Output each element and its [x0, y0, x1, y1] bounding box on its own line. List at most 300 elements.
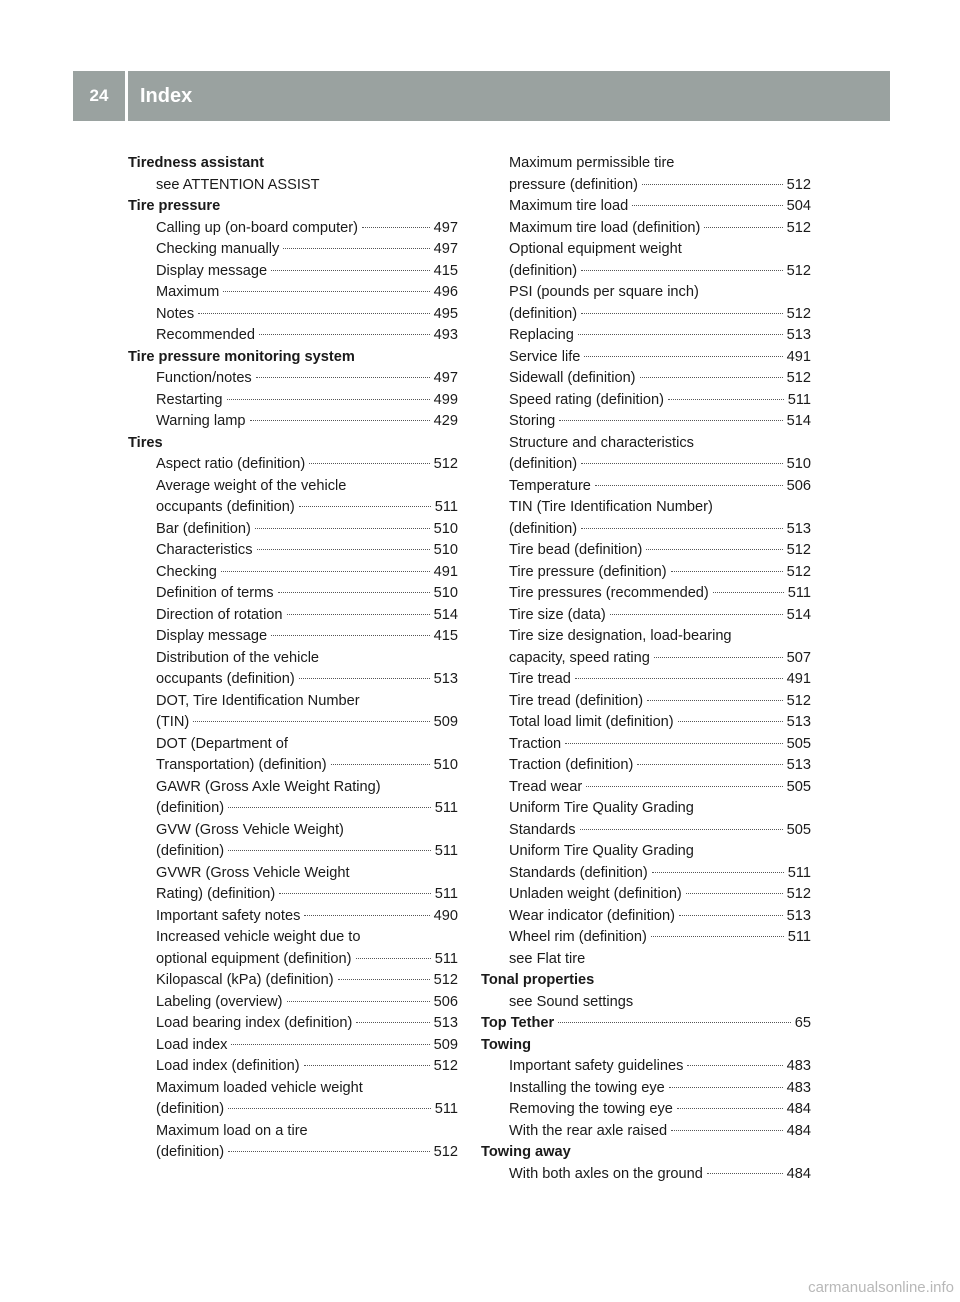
index-entry — [481, 884, 811, 906]
index-heading-entry — [481, 1013, 811, 1035]
dot-leader — [223, 291, 429, 292]
entry-page-number: 505 — [786, 778, 811, 795]
entry-page-number: 510 — [786, 456, 811, 472]
entry-page-number: 496 — [433, 284, 458, 300]
index-entry — [128, 304, 458, 326]
index-subentry-text: see Sound settings — [509, 993, 634, 1010]
dot-leader — [228, 1151, 430, 1152]
entry-label: Checking — [156, 563, 217, 580]
entry-page-number: 513 — [786, 520, 811, 537]
entry-page-number: 514 — [786, 606, 811, 623]
index-heading: Tire pressure — [128, 198, 221, 214]
entry-label: Transportation) (definition) — [156, 757, 327, 773]
index-subentry-text: Structure and characteristics — [509, 434, 694, 451]
entry-label: (definition) — [156, 1144, 225, 1160]
index-subentry-text: DOT (Department of — [156, 735, 288, 752]
dot-leader — [228, 850, 431, 851]
index-subentry-text: TIN (Tire Identification Number) — [509, 499, 713, 515]
entry-page-number: 510 — [433, 585, 458, 601]
dot-leader — [581, 528, 783, 529]
index-entry — [481, 261, 811, 283]
entry-label: Tire bead (definition) — [509, 542, 643, 558]
index-column-left — [128, 153, 458, 1164]
entry-label: occupants (definition) — [156, 671, 295, 687]
entry-label: Characteristics — [156, 542, 253, 558]
index-subentry-text: Tire size designation, load-bearing — [509, 628, 732, 644]
entry-page-number: 512 — [786, 262, 811, 279]
entry-page-number: 495 — [433, 305, 458, 322]
dot-leader — [256, 377, 430, 378]
entry-page-number: 506 — [786, 477, 811, 494]
entry-page-number: 512 — [786, 219, 811, 236]
dot-leader — [283, 248, 429, 249]
dot-leader — [228, 1108, 431, 1109]
entry-label: (definition) — [509, 262, 578, 279]
entry-page-number: 491 — [786, 671, 811, 687]
index-entry — [128, 519, 458, 541]
index-entry — [128, 411, 458, 433]
dot-leader — [637, 764, 782, 765]
entry-page-number: 512 — [433, 1058, 458, 1074]
dot-leader — [257, 549, 430, 550]
index-subentry-text: Optional equipment weight — [509, 241, 682, 257]
dot-leader — [646, 549, 782, 550]
index-entry — [128, 712, 458, 734]
entry-label: Rating) (definition) — [156, 886, 276, 902]
entry-page-number: 512 — [786, 886, 811, 902]
entry-label: Service life — [509, 348, 581, 365]
index-entry — [128, 325, 458, 347]
entry-page-number: 483 — [786, 1079, 811, 1096]
entry-page-number: 512 — [786, 563, 811, 580]
entry-label: Tire pressure (definition) — [509, 563, 667, 580]
index-entry — [128, 1099, 458, 1121]
index-entry — [128, 282, 458, 304]
entry-label: Recommended — [156, 327, 255, 343]
dot-leader — [581, 463, 783, 464]
entry-page-number: 415 — [433, 262, 458, 279]
entry-page-number: 512 — [786, 542, 811, 558]
entry-page-number: 511 — [787, 929, 811, 945]
index-entry — [128, 261, 458, 283]
index-subentry-text: GVW (Gross Vehicle Weight) — [156, 821, 344, 838]
dot-leader — [228, 807, 431, 808]
dot-leader — [193, 721, 429, 722]
entry-page-number: 511 — [434, 886, 458, 902]
index-entry — [481, 562, 811, 584]
index-heading: Towing — [481, 1036, 531, 1053]
index-subentry-text: Uniform Tire Quality Grading — [509, 800, 694, 816]
index-entry — [128, 949, 458, 971]
header-divider — [125, 71, 128, 121]
index-subentry-text: see Flat tire — [509, 950, 586, 967]
entry-label: Storing — [509, 413, 556, 429]
dot-leader — [668, 399, 784, 400]
entry-page-number: 484 — [786, 1101, 811, 1117]
index-entry — [128, 497, 458, 519]
entry-page-number: 509 — [433, 1036, 458, 1053]
entry-label: Load index (definition) — [156, 1058, 300, 1074]
dot-leader — [578, 334, 783, 335]
entry-page-number: 512 — [433, 1144, 458, 1160]
entry-page-number: 511 — [434, 499, 458, 515]
index-entry — [481, 196, 811, 218]
index-subentry-text: PSI (pounds per square inch) — [509, 284, 699, 300]
entry-label: (definition) — [156, 1101, 225, 1117]
entry-label: Display message — [156, 262, 268, 279]
dot-leader — [559, 420, 782, 421]
page-number: 24 — [89, 86, 109, 105]
index-entry — [481, 368, 811, 390]
index-entry — [128, 583, 458, 605]
entry-page-number: 512 — [786, 305, 811, 322]
entry-page-number: 497 — [433, 241, 458, 257]
index-entry — [481, 605, 811, 627]
dot-leader — [278, 592, 430, 593]
dot-leader — [686, 893, 783, 894]
entry-label: Removing the towing eye — [509, 1101, 673, 1117]
entry-label: Direction of rotation — [156, 606, 283, 623]
dot-leader — [227, 399, 430, 400]
entry-page-number: 506 — [433, 993, 458, 1010]
entry-page-number: 484 — [786, 1165, 811, 1182]
dot-leader — [198, 313, 430, 314]
dot-leader — [338, 979, 430, 980]
entry-label: Tire size (data) — [509, 606, 606, 623]
entry-label: Checking manually — [156, 241, 280, 257]
index-entry — [128, 626, 458, 648]
dot-leader — [610, 614, 783, 615]
dot-leader — [652, 872, 784, 873]
index-entry — [481, 906, 811, 928]
index-entry — [481, 390, 811, 412]
entry-label: (definition) — [156, 800, 225, 816]
index-entry — [481, 712, 811, 734]
index-entry — [481, 325, 811, 347]
entry-page-number: 511 — [787, 864, 811, 881]
index-entry — [481, 583, 811, 605]
entry-page-number: 511 — [787, 391, 811, 408]
entry-label: Maximum — [156, 284, 220, 300]
entry-page-number: 512 — [433, 456, 458, 472]
entry-label: Calling up (on-board computer) — [156, 219, 358, 236]
index-heading: Tires — [128, 434, 163, 451]
entry-label: Warning lamp — [156, 413, 246, 429]
dot-leader — [231, 1044, 429, 1045]
entry-label: Labeling (overview) — [156, 993, 283, 1010]
index-entry — [481, 1078, 811, 1100]
entry-label: Tire tread (definition) — [509, 692, 644, 709]
index-heading: Tiredness assistant — [128, 155, 265, 171]
index-entry — [128, 1142, 458, 1164]
dot-leader — [287, 614, 430, 615]
index-entry — [128, 540, 458, 562]
entry-page-number: 513 — [433, 671, 458, 687]
index-subentry-text: GAWR (Gross Axle Weight Rating) — [156, 778, 381, 795]
entry-label: Aspect ratio (definition) — [156, 456, 306, 472]
entry-label: Standards (definition) — [509, 864, 648, 881]
index-entry — [481, 734, 811, 756]
index-entry — [481, 454, 811, 476]
entry-page-number: 483 — [786, 1058, 811, 1074]
index-entry — [481, 1099, 811, 1121]
index-entry — [128, 368, 458, 390]
entry-label: (definition) — [509, 520, 578, 537]
index-entry — [128, 669, 458, 691]
entry-label: Unladen weight (definition) — [509, 886, 682, 902]
index-entry — [481, 540, 811, 562]
index-entry — [481, 648, 811, 670]
entry-label: (definition) — [156, 843, 225, 859]
entry-page-number: 511 — [787, 585, 811, 601]
entry-page-number: 491 — [433, 563, 458, 580]
entry-label: Speed rating (definition) — [509, 391, 664, 408]
entry-label: Standards — [509, 821, 576, 838]
entry-label: capacity, speed rating — [509, 649, 650, 666]
entry-page-number: 505 — [786, 735, 811, 752]
dot-leader — [356, 958, 431, 959]
dot-leader — [299, 678, 430, 679]
entry-page-number: 512 — [433, 972, 458, 988]
index-subentry-text: Increased vehicle weight due to — [156, 929, 361, 945]
entry-label: (definition) — [509, 456, 578, 472]
entry-label: optional equipment (definition) — [156, 950, 352, 967]
index-entry — [481, 863, 811, 885]
index-subentry-text: Distribution of the vehicle — [156, 649, 320, 666]
index-entry — [481, 927, 811, 949]
index-heading: Towing away — [481, 1144, 571, 1160]
index-entry — [481, 218, 811, 240]
entry-page-number: 511 — [434, 800, 458, 816]
index-subentry-text: DOT, Tire Identification Number — [156, 692, 360, 709]
entry-page-number: 509 — [433, 714, 458, 730]
entry-label: Important safety guidelines — [509, 1058, 684, 1074]
entry-label: Maximum tire load (definition) — [509, 219, 701, 236]
entry-page-number: 512 — [786, 370, 811, 386]
index-entry — [128, 239, 458, 261]
entry-page-number: 510 — [433, 520, 458, 537]
dot-leader — [632, 205, 782, 206]
dot-leader — [362, 227, 430, 228]
index-column-right — [481, 153, 811, 1185]
index-entry — [481, 476, 811, 498]
dot-leader — [647, 700, 783, 701]
entry-page-number: 497 — [433, 370, 458, 386]
index-entry — [128, 992, 458, 1014]
entry-label: Temperature — [509, 477, 591, 494]
dot-leader — [640, 377, 783, 378]
entry-page-number: 415 — [433, 628, 458, 644]
entry-label: Restarting — [156, 391, 223, 408]
entry-page-number: 513 — [786, 327, 811, 343]
entry-page-number: 513 — [786, 757, 811, 773]
index-entry — [481, 1056, 811, 1078]
index-subentry-text: Maximum loaded vehicle weight — [156, 1079, 363, 1096]
dot-leader — [304, 915, 429, 916]
index-subentry-text: Maximum load on a tire — [156, 1122, 308, 1139]
index-entry — [481, 1164, 811, 1186]
entry-page-number: 497 — [433, 219, 458, 236]
index-heading: Tire pressure monitoring system — [128, 348, 355, 365]
index-entry — [481, 777, 811, 799]
entry-page-number: 493 — [433, 327, 458, 343]
index-entry — [481, 304, 811, 326]
entry-label: Top Tether — [481, 1015, 555, 1031]
index-entry — [128, 390, 458, 412]
entry-page-number: 505 — [786, 821, 811, 838]
index-subentry-text: Average weight of the vehicle — [156, 477, 347, 494]
dot-leader — [565, 743, 782, 744]
index-entry — [481, 175, 811, 197]
entry-page-number: 65 — [794, 1015, 811, 1031]
entry-label: Wear indicator (definition) — [509, 907, 676, 924]
index-subentry-text: Maximum permissible tire — [509, 155, 675, 171]
index-entry — [128, 841, 458, 863]
dot-leader — [707, 1173, 783, 1174]
entry-label: Traction — [509, 735, 562, 752]
index-entry — [128, 884, 458, 906]
entry-label: Bar (definition) — [156, 520, 251, 537]
dot-leader — [221, 571, 430, 572]
index-entry — [481, 519, 811, 541]
entry-label: Display message — [156, 628, 268, 644]
entry-label: Wheel rim (definition) — [509, 929, 647, 945]
entry-label: Load index — [156, 1036, 228, 1053]
dot-leader — [678, 721, 783, 722]
dot-leader — [558, 1022, 791, 1023]
page-header — [73, 71, 890, 121]
index-entry — [128, 218, 458, 240]
entry-label: Sidewall (definition) — [509, 370, 636, 386]
entry-label: Tire pressures (recommended) — [509, 585, 709, 601]
dot-leader — [259, 334, 430, 335]
index-entry — [128, 906, 458, 928]
dot-leader — [299, 506, 431, 507]
entry-page-number: 511 — [434, 1101, 458, 1117]
entry-page-number: 429 — [433, 413, 458, 429]
dot-leader — [654, 657, 783, 658]
dot-leader — [586, 786, 782, 787]
dot-leader — [356, 1022, 429, 1023]
index-entry — [481, 691, 811, 713]
dot-leader — [580, 829, 783, 830]
page-title: Index — [140, 84, 193, 107]
dot-leader — [642, 184, 783, 185]
watermark: carmanualsonline.info — [808, 1279, 954, 1296]
dot-leader — [704, 227, 782, 228]
entry-page-number: 507 — [786, 649, 811, 666]
dot-leader — [687, 1065, 782, 1066]
entry-page-number: 513 — [786, 714, 811, 730]
entry-label: Load bearing index (definition) — [156, 1015, 353, 1031]
entry-label: Tire tread — [509, 671, 571, 687]
dot-leader — [581, 313, 783, 314]
entry-label: Function/notes — [156, 370, 252, 386]
index-subentry-text: see ATTENTION ASSIST — [156, 176, 320, 193]
entry-label: occupants (definition) — [156, 499, 295, 515]
entry-page-number: 484 — [786, 1122, 811, 1139]
entry-page-number: 513 — [786, 907, 811, 924]
entry-label: Kilopascal (kPa) (definition) — [156, 972, 334, 988]
index-entry — [481, 820, 811, 842]
entry-label: Maximum tire load — [509, 198, 629, 214]
index-entry — [128, 605, 458, 627]
dot-leader — [250, 420, 430, 421]
dot-leader — [575, 678, 783, 679]
dot-leader — [713, 592, 784, 593]
index-entry — [481, 669, 811, 691]
entry-page-number: 512 — [786, 176, 811, 193]
entry-label: Installing the towing eye — [509, 1079, 665, 1096]
dot-leader — [287, 1001, 430, 1002]
entry-page-number: 511 — [434, 950, 458, 967]
index-entry — [128, 454, 458, 476]
index-entry — [128, 970, 458, 992]
entry-page-number: 512 — [786, 692, 811, 709]
dot-leader — [595, 485, 783, 486]
index-entry — [481, 347, 811, 369]
entry-label: Important safety notes — [156, 907, 301, 924]
dot-leader — [304, 1065, 430, 1066]
dot-leader — [671, 1130, 782, 1131]
dot-leader — [255, 528, 430, 529]
dot-leader — [331, 764, 430, 765]
index-entry — [481, 411, 811, 433]
index-subentry-text: Uniform Tire Quality Grading — [509, 843, 694, 859]
entry-label: Total load limit (definition) — [509, 714, 674, 730]
dot-leader — [309, 463, 429, 464]
entry-page-number: 513 — [433, 1015, 458, 1031]
entry-page-number: 514 — [786, 413, 811, 429]
entry-label: With the rear axle raised — [509, 1122, 668, 1139]
entry-label: (definition) — [509, 305, 578, 322]
index-heading: Tonal properties — [481, 972, 595, 988]
entry-label: Definition of terms — [156, 585, 274, 601]
entry-page-number: 510 — [433, 542, 458, 558]
dot-leader — [581, 270, 783, 271]
entry-page-number: 504 — [786, 198, 811, 214]
index-subentry-text: GVWR (Gross Vehicle Weight — [156, 864, 350, 881]
entry-label: Tread wear — [509, 778, 583, 795]
entry-page-number: 499 — [433, 391, 458, 408]
entry-page-number: 511 — [434, 843, 458, 859]
index-entry — [128, 798, 458, 820]
index-entry — [128, 562, 458, 584]
index-entry — [128, 1056, 458, 1078]
dot-leader — [279, 893, 430, 894]
entry-page-number: 514 — [433, 606, 458, 623]
dot-leader — [669, 1087, 783, 1088]
index-entry — [128, 1013, 458, 1035]
dot-leader — [271, 270, 430, 271]
entry-page-number: 490 — [433, 907, 458, 924]
index-entry — [128, 1035, 458, 1057]
dot-leader — [679, 915, 783, 916]
entry-page-number: 510 — [433, 757, 458, 773]
entry-label: Replacing — [509, 327, 574, 343]
entry-label: Traction (definition) — [509, 757, 634, 773]
dot-leader — [584, 356, 782, 357]
dot-leader — [651, 936, 784, 937]
dot-leader — [671, 571, 783, 572]
dot-leader — [677, 1108, 783, 1109]
dot-leader — [271, 635, 430, 636]
entry-page-number: 491 — [786, 348, 811, 365]
entry-label: Notes — [156, 305, 195, 322]
entry-label: pressure (definition) — [509, 176, 638, 193]
entry-label: With both axles on the ground — [509, 1165, 703, 1182]
index-entry — [481, 1121, 811, 1143]
